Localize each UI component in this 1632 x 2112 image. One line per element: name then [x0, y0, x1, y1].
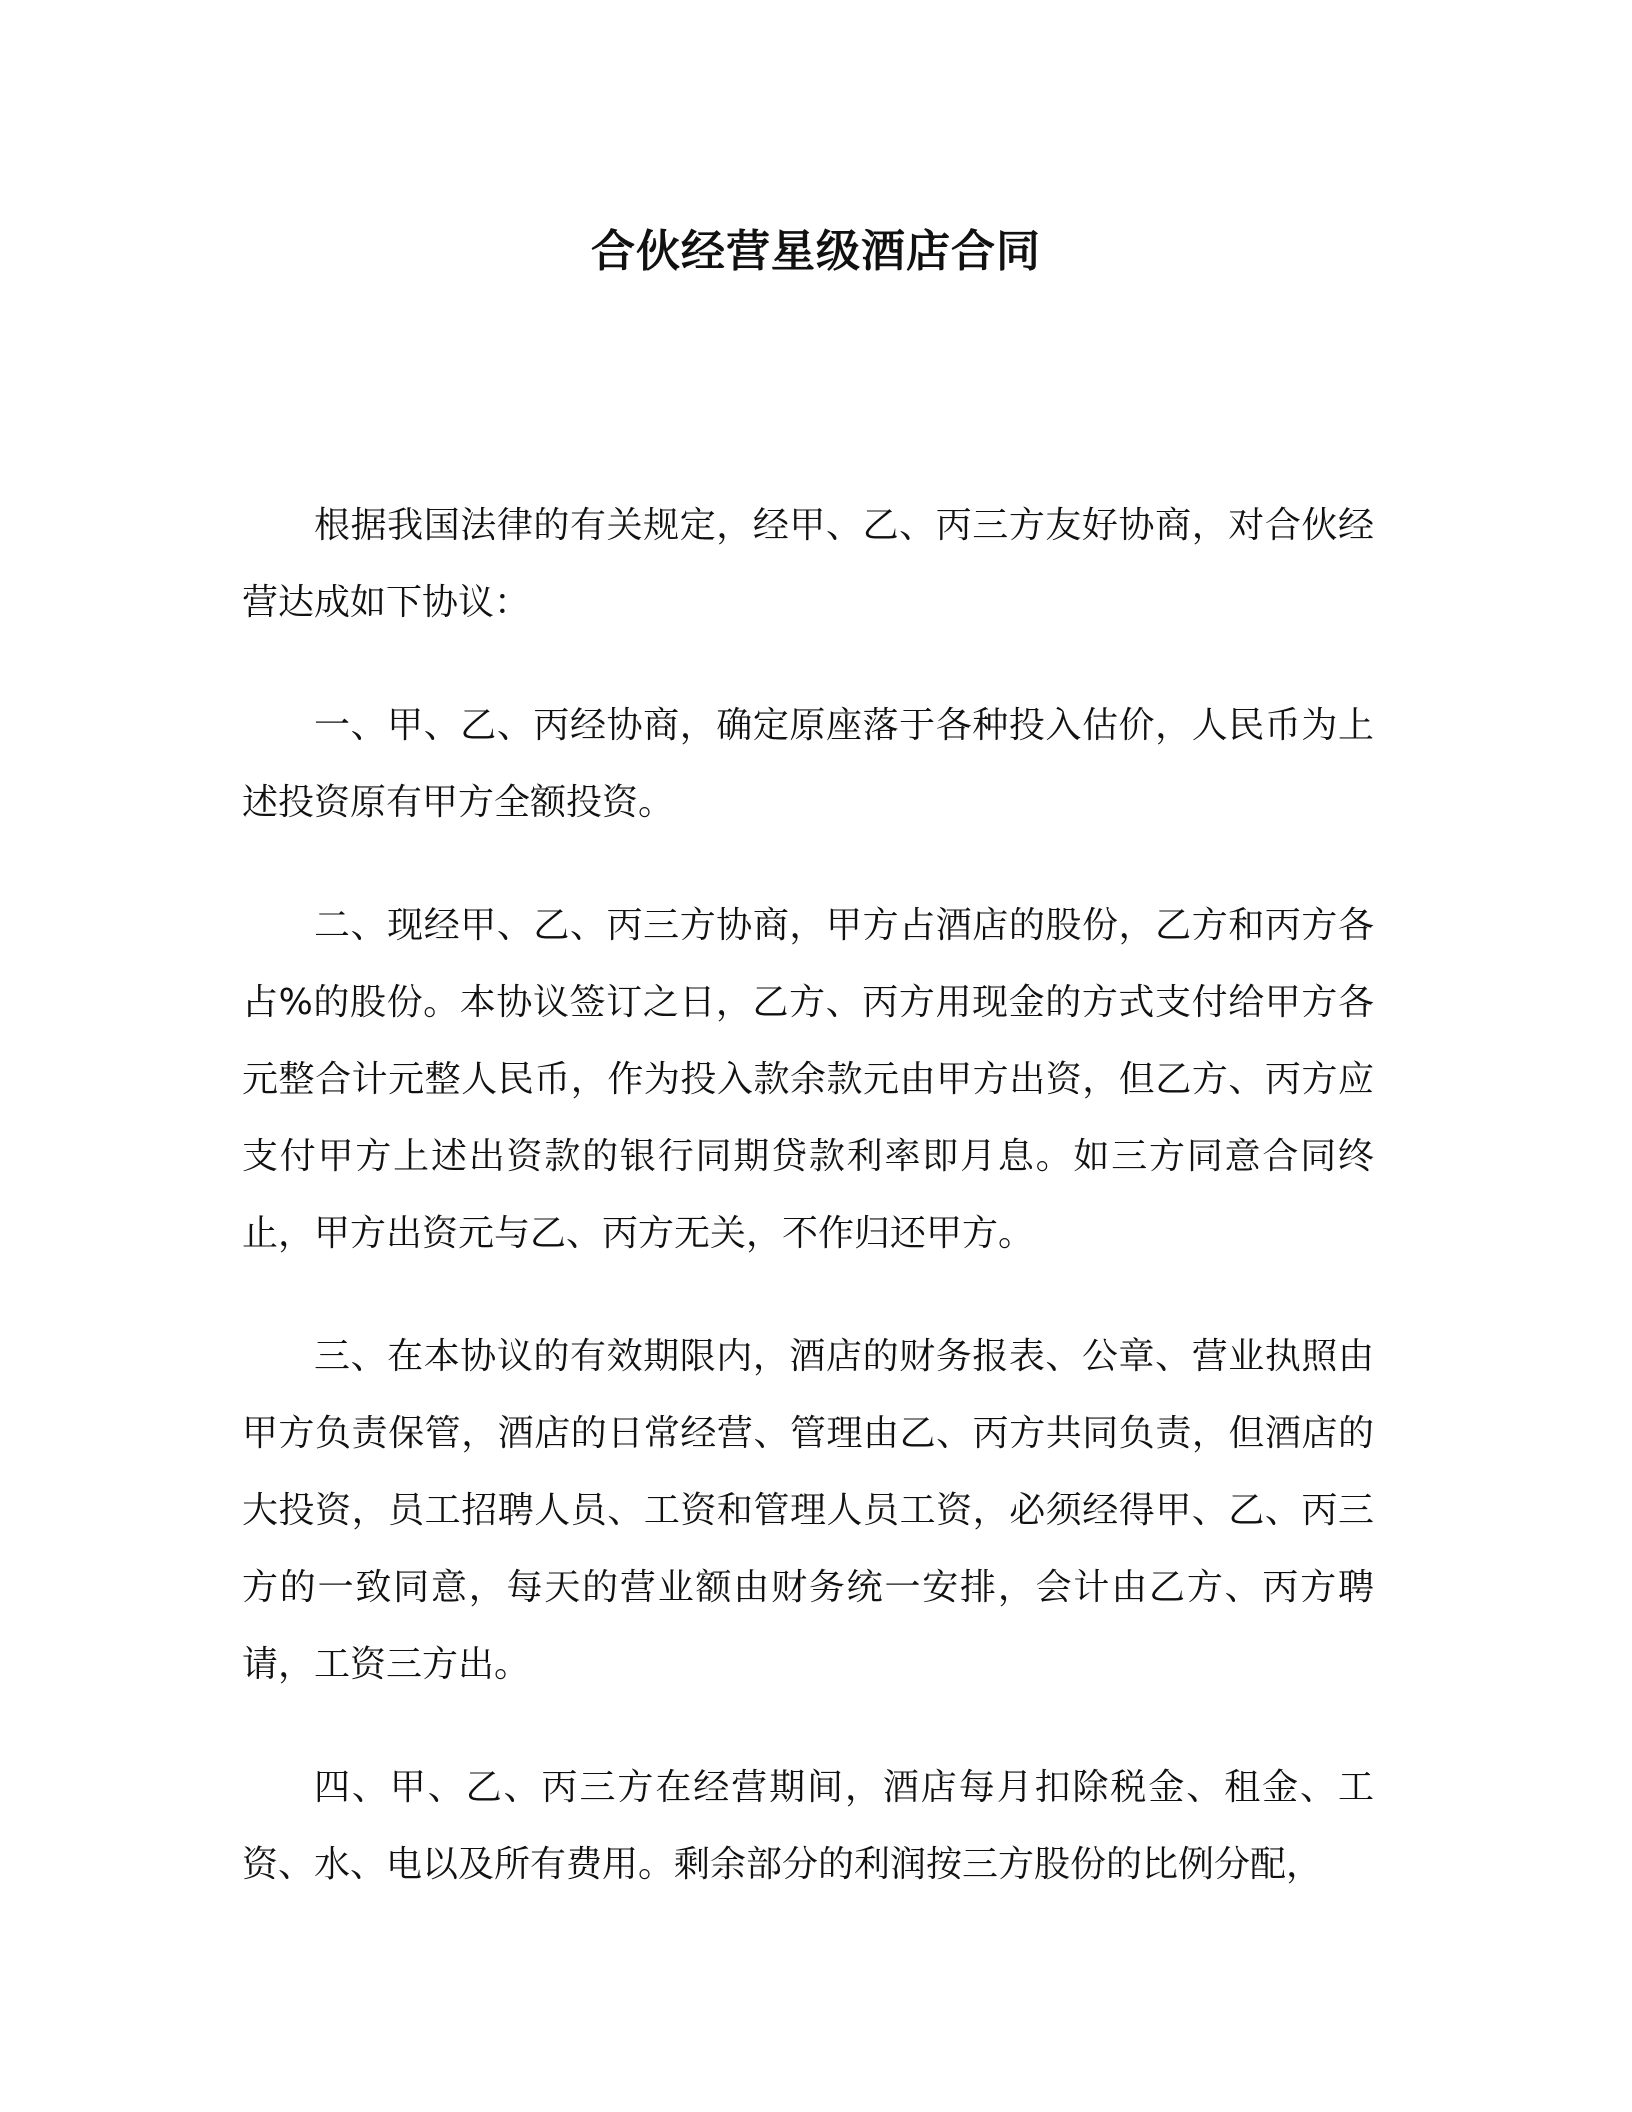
document-title: 合伙经营星级酒店合同	[591, 226, 1041, 277]
document-body	[242, 487, 1374, 1949]
paragraph-clause-2: 二、现经甲、乙、丙三方协商，甲方占酒店的股份，乙方和丙方各占%的股份。本协议签订之日，乙方、丙方用现金的方式支付给甲方各元整合计元整人民币，作为投入款余款元由甲方出资，但乙方、丙方应支付甲方上述出资款的银行同期贷款利率即月息。如三方同意合同终止，甲方出资元与乙、丙方无关，不作归还甲方。	[242, 905, 1374, 1254]
paragraph-clause-4: 四、甲、乙、丙三方在经营期间，酒店每月扣除税金、租金、工资、水、电以及所有费用。剩余部分的利润按三方股份的比例分配，	[242, 1767, 1374, 1885]
paragraph-clause-3: 三、在本协议的有效期限内，酒店的财务报表、公章、营业执照由甲方负责保管，酒店的日常经营、管理由乙、丙方共同负责，但酒店的大投资，员工招聘人员、工资和管理人员工资，必须经得甲、乙、丙三方的一致同意，每天的营业额由财务统一安排，会计由乙方、丙方聘请，工资三方出。	[242, 1336, 1374, 1685]
paragraph-clause-1: 一、甲、乙、丙经协商，确定原座落于各种投入估价，人民币为上述投资原有甲方全额投资。	[242, 705, 1374, 823]
paragraph-preamble: 根据我国法律的有关规定，经甲、乙、丙三方友好协商，对合伙经营达成如下协议：	[242, 505, 1374, 623]
